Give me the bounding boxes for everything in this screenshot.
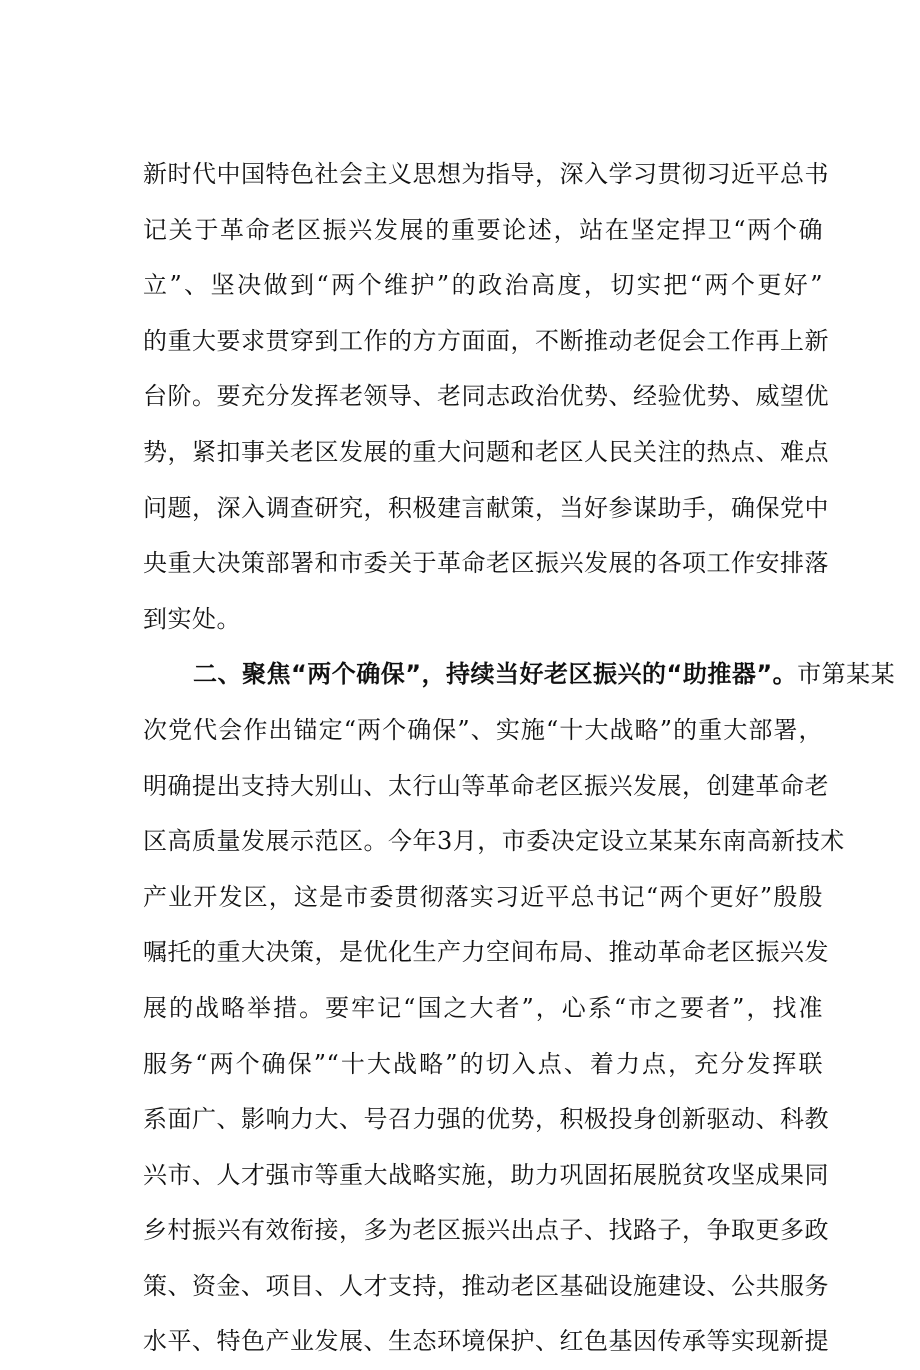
text-line: 展的战略举措。要牢记“国之大者”，心系“市之要者”，找准 [143, 993, 823, 1022]
text-line: 策、资金、项目、人才支持，推动老区基础设施建设、公共服务 [143, 1271, 829, 1300]
text-line: 区高质量发展示范区。今年3月，市委决定设立某某东南高新技术 [143, 827, 845, 856]
text-line: 势，紧扣事关老区发展的重大问题和老区人民关注的热点、难点 [143, 437, 829, 466]
text-line: 到实处。 [143, 604, 241, 633]
text-line: 服务“两个确保”“十大战略”的切入点、着力点，充分发挥联 [143, 1049, 823, 1078]
text-line: 兴市、人才强市等重大战略实施，助力巩固拓展脱贫攻坚成果同 [143, 1160, 829, 1189]
document-body [143, 147, 896, 1370]
text-line: 明确提出支持大别山、太行山等革命老区振兴发展，创建革命老 [143, 771, 829, 800]
paragraph-2 [143, 647, 896, 1370]
text-line: 产业开发区，这是市委贯彻落实习近平总书记“两个更好”殷殷 [143, 882, 823, 911]
text-line: 次党代会作出锚定“两个确保”、实施“十大战略”的重大部署， [143, 715, 823, 744]
text-line: 新时代中国特色社会主义思想为指导，深入学习贯彻习近平总书 [143, 160, 829, 188]
text-line: 立”、坚决做到“两个维护”的政治高度，切实把“两个更好” [143, 271, 823, 300]
text-line: 水平、特色产业发展、生态环境保护、红色基因传承等实现新提 [143, 1327, 829, 1356]
text-line: 记关于革命老区振兴发展的重要论述，站在坚定捍卫“两个确 [143, 215, 823, 244]
heading-line-tail: 市第某某 [797, 660, 896, 689]
text-line: 问题，深入调查研究，积极建言献策，当好参谋助手，确保党中 [143, 493, 829, 522]
text-line: 台阶。要充分发挥老领导、老同志政治优势、经验优势、威望优 [143, 382, 829, 411]
text-line: 系面广、影响力大、号召力强的优势，积极投身创新驱动、科教 [143, 1105, 829, 1134]
text-line: 乡村振兴有效衔接，多为老区振兴出点子、找路子，争取更多政 [143, 1216, 829, 1245]
section-heading-line [143, 647, 896, 703]
text-line: 嘱托的重大决策，是优化生产力空间布局、推动革命老区振兴发 [143, 938, 829, 967]
paragraph-1 [143, 147, 829, 647]
section-heading: 二、聚焦“两个确保”，持续当好老区振兴的“助推器”。 [193, 660, 798, 689]
text-line: 的重大要求贯穿到工作的方方面面，不断推动老促会工作再上新 [143, 326, 829, 355]
text-line: 央重大决策部署和市委关于革命老区振兴发展的各项工作安排落 [143, 549, 829, 578]
